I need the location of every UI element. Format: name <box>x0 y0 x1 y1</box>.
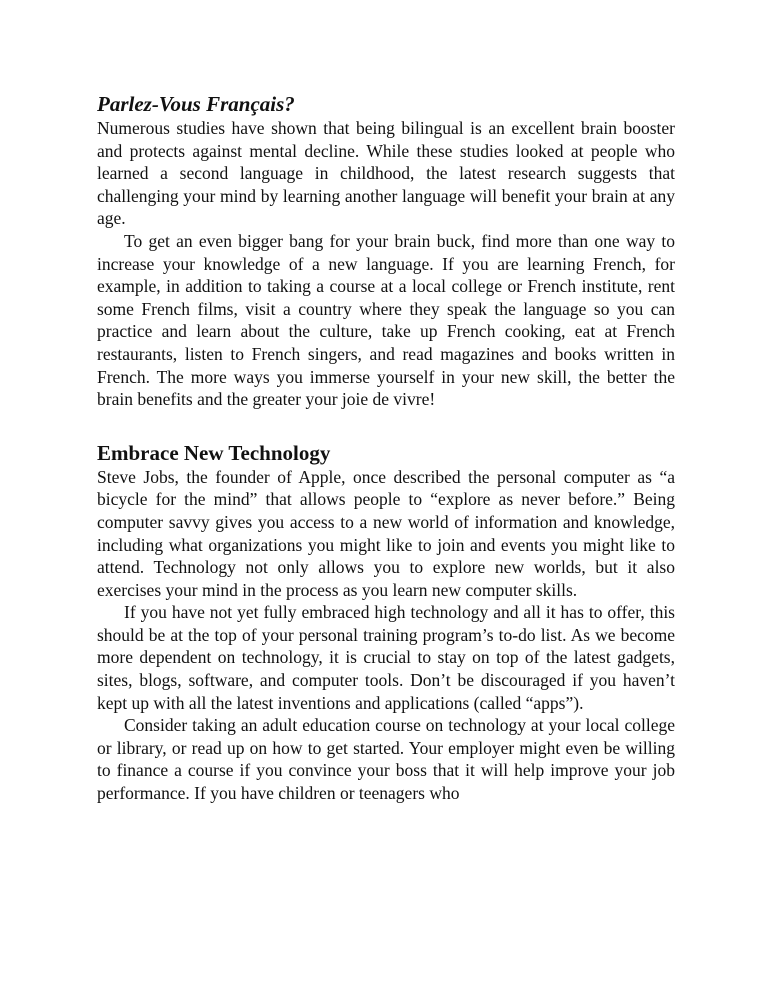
paragraph: If you have not yet fully embraced high technology and all it has to offer, this should be at the top of your personal training program’s to-do list. As we become more dependent on technology, it is crucial to stay on top of the latest gadgets, sites, blogs, software, and computer tools. Don’t be discouraged if you haven’t kept up with all the latest inventions and applications (called “apps”). <box>97 602 675 713</box>
paragraph: Steve Jobs, the founder of Apple, once described the personal computer as “a bicycle for the mind” that allows people to “explore as never before.” Being computer savvy gives you access to a new world of information and knowledge, including what organizations you might like to join and events you might like to attend. Technology not only allows you to explore new worlds, but it also exercises your mind in the process as you learn new computer skills. <box>97 466 675 600</box>
paragraph: Consider taking an adult education course on technology at your local college or library, or read up on how to get started. Your employer might even be willing to finance a course if you convince your boss that it will help improve your job performance. If you have children or teenagers who <box>97 715 675 804</box>
section-heading-parlez-vous-francais: Parlez-Vous Français? <box>97 92 295 116</box>
section-spacer <box>97 411 675 440</box>
paragraph: To get an even bigger bang for your brain buck, find more than one way to increase your knowledge of a new language. If you are learning French, for example, in addition to taking a course at a local college or French institute, rent some French films, visit a country where they speak the language so you can practice and learn about the culture, take up French cooking, eat at French restaurants, listen to French singers, and read magazines and books written in French. The more ways you immerse yourself in your new skill, the better the brain benefits and the greater your joie de vivre! <box>97 230 675 410</box>
page-content <box>97 91 675 805</box>
paragraph: Numerous studies have shown that being bilingual is an excellent brain booster and protects against mental decline. While these studies looked at people who learned a second language in childhood, the latest research suggests that challenging your mind by learning another language will benefit your brain at any age. <box>97 118 675 229</box>
section-heading-embrace-new-technology: Embrace New Technology <box>97 440 331 465</box>
